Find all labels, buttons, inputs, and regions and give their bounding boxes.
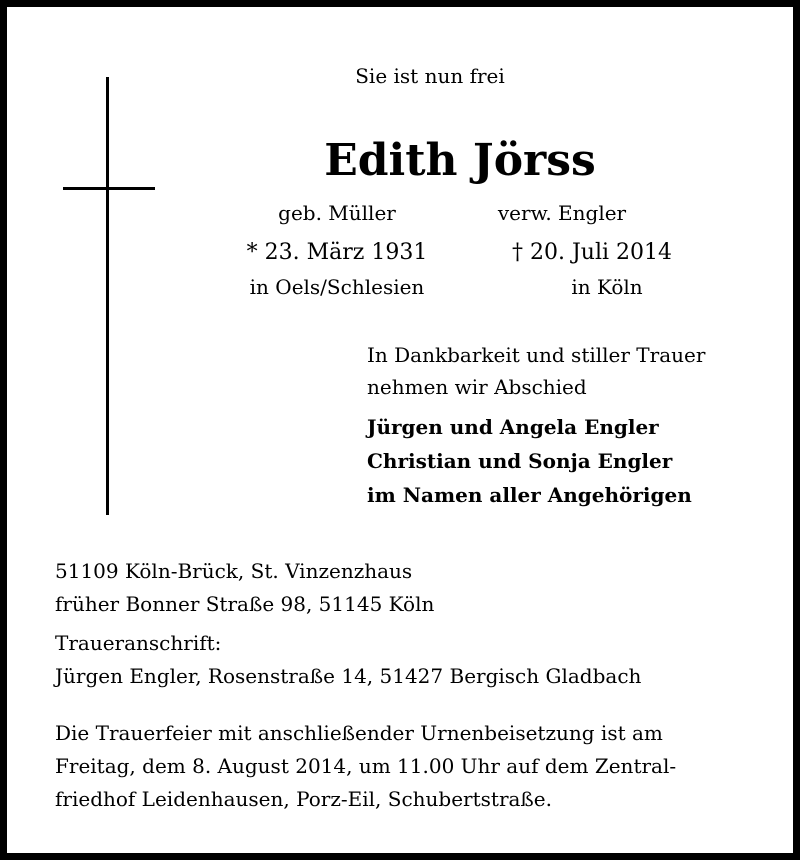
birth-date: * 23. März 1931	[246, 240, 428, 265]
mourning-line-2: nehmen wir Abschied	[367, 375, 587, 399]
mourning-line-1: In Dankbarkeit und stiller Trauer	[367, 343, 706, 367]
family-line-3: im Namen aller Angehörigen	[367, 483, 692, 507]
ceremony-line-2: Freitag, dem 8. August 2014, um 11.00 Uhr auf dem Zentral-	[55, 754, 677, 778]
family-line-2: Christian und Sonja Engler	[367, 449, 673, 473]
born-name: geb. Müller	[278, 201, 396, 225]
death-place: in Köln	[571, 275, 643, 299]
family-line-1: Jürgen und Angela Engler	[367, 415, 659, 439]
correspondence-label: Traueranschrift:	[55, 631, 222, 655]
cross-icon-bar	[63, 187, 155, 190]
birth-place: in Oels/Schlesien	[249, 275, 425, 299]
ceremony-line-1: Die Trauerfeier mit anschließender Urnenbeisetzung ist am	[55, 721, 663, 745]
ceremony-line-3: friedhof Leidenhausen, Porz-Eil, Schubertstraße.	[55, 787, 552, 811]
correspondence-address: Jürgen Engler, Rosenstraße 14, 51427 Bergisch Gladbach	[55, 664, 642, 688]
address-line-2: früher Bonner Straße 98, 51145 Köln	[55, 592, 435, 616]
cross-icon	[106, 77, 109, 515]
address-line-1: 51109 Köln-Brück, St. Vinzenzhaus	[55, 559, 413, 583]
widowed-name: verw. Engler	[497, 201, 627, 225]
deceased-name: Edith Jörss	[324, 135, 596, 186]
motto: Sie ist nun frei	[355, 64, 505, 88]
death-date: † 20. Juli 2014	[511, 240, 672, 265]
